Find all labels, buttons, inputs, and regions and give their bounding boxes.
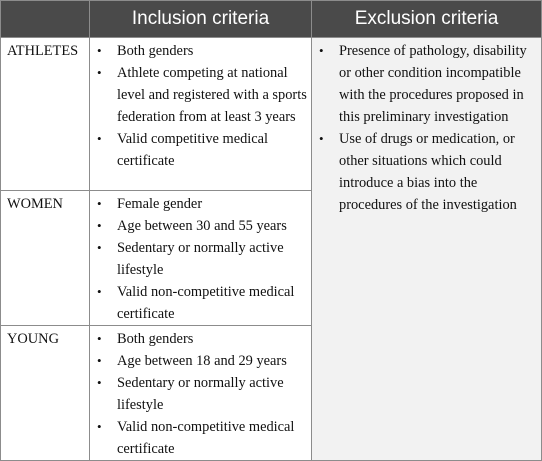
list-item: • Age between 18 and 29 years [117,350,307,372]
header-blank-cell [1,1,90,38]
list-item: • Age between 30 and 55 years [117,215,307,237]
inclusion-cell-young [90,326,312,461]
list-item: • Sedentary or normally active lifestyle [117,372,307,416]
header-row [1,1,542,38]
list-item: • Sedentary or normally active lifestyle [117,237,307,281]
list-item: • Both genders [117,328,307,350]
list-item: • Athlete competing at national level and registered with a sports federation from at least 3 years [117,62,307,128]
inclusion-list-young [90,328,307,460]
list-item: • Use of drugs or medication, or other situations which could introduce a bias into the procedures of the investigation [339,128,535,216]
inclusion-cell-athletes [90,38,312,191]
list-item: • Presence of pathology, disability or other condition incompatible with the procedures proposed in this preliminary investigation [339,40,535,128]
list-item: • Both genders [117,40,307,62]
exclusion-list [312,40,535,216]
inclusion-list-athletes [90,40,307,172]
exclusion-criteria-cell [312,38,542,461]
list-item: • Female gender [117,193,307,215]
table-row-athletes [1,38,542,191]
group-label-women: WOMEN [1,191,90,326]
list-item: • Valid non-competitive medical certificate [117,416,307,460]
list-item: • Valid non-competitive medical certificate [117,281,307,325]
header-inclusion-criteria: Inclusion criteria [90,1,312,38]
header-exclusion-criteria: Exclusion criteria [312,1,542,38]
list-item: • Valid competitive medical certificate [117,128,307,172]
inclusion-cell-women [90,191,312,326]
inclusion-list-women [90,193,307,325]
group-label-athletes: ATHLETES [1,38,90,191]
group-label-young: YOUNG [1,326,90,461]
